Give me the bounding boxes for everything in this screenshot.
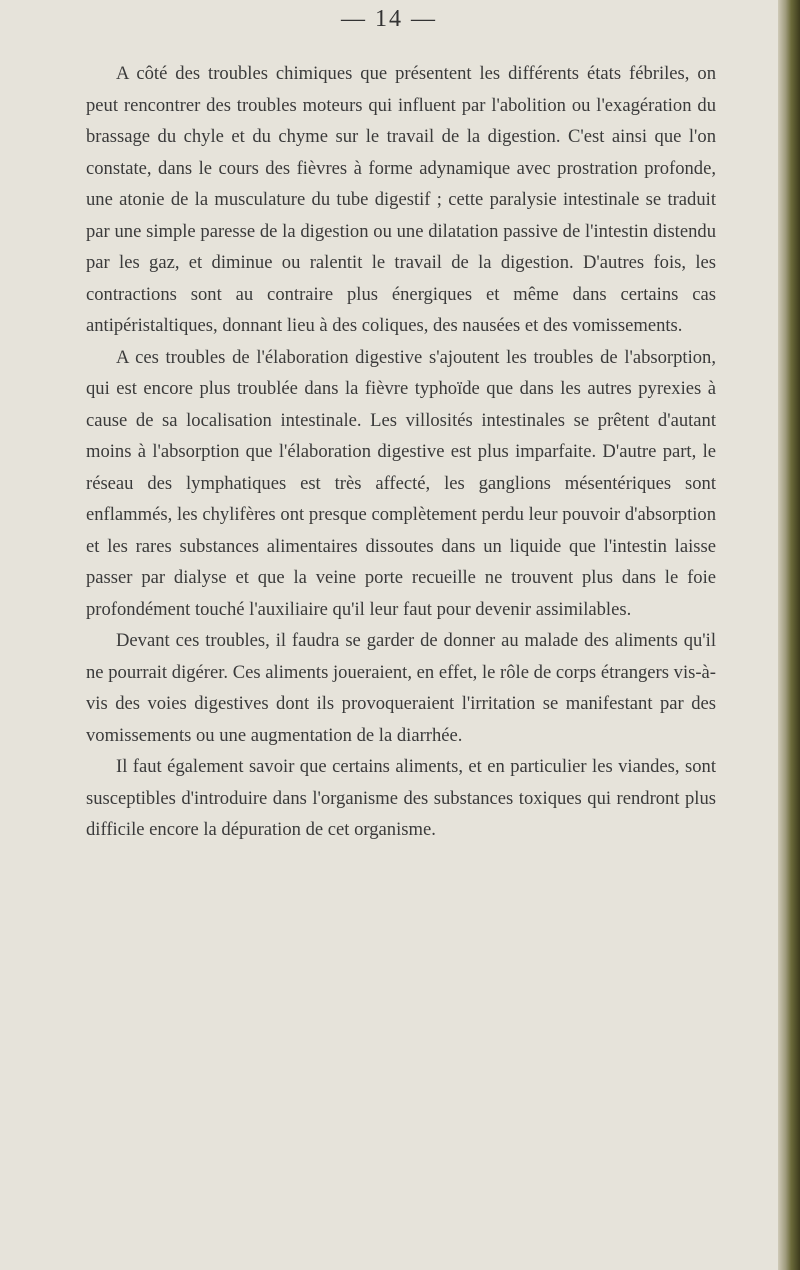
book-binding-edge <box>778 0 800 1270</box>
paragraph-1: A côté des troubles chimiques que présentent les différents états fébriles, on peut rencontrer des troubles moteurs qui influent par l'abolition ou l'exagération du brassage du chyle et du chyme sur le travail de la digestion. C'est ainsi que l'on constate, dans le cours des fièvres à forme adynamique avec prostration profonde, une atonie de la musculature du tube digestif ; cette paralysie intestinale se traduit par une simple paresse de la digestion ou une dilatation passive de l'intestin distendu par les gaz, et diminue ou ralentit le travail de la digestion. D'autres fois, les contractions sont au contraire plus énergiques et même dans certains cas antipéristaltiques, donnant lieu à des coliques, des nausées et des vomissements. <box>86 63 716 336</box>
paragraph-2: A ces troubles de l'élaboration digestive s'ajoutent les troubles de l'absorption, qui est encore plus troublée dans la fièvre typhoïde que dans les autres pyrexies à cause de sa localisation intestinale. Les villosités intestinales se prêtent d'autant moins à l'absorption que l'élaboration digestive est plus imparfaite. D'autre part, le réseau des lymphatiques est très affecté, les ganglions mésentériques sont enflammés, les chylifères ont presque complètement perdu leur pouvoir d'absorption et les rares substances alimentaires dissoutes dans un liquide que l'intestin laisse passer par dialyse et que la veine porte recueille ne trouvent plus dans le foie profondément touché l'auxiliaire qu'il leur faut pour devenir assimilables. <box>86 346 716 620</box>
page-number: — 14 — <box>341 6 437 32</box>
body-text <box>86 58 716 846</box>
paragraph-4: Il faut également savoir que certains aliments, et en particulier les viandes, sont susceptibles d'introduire dans l'organisme des substances toxiques qui rendront plus difficile encore la dépuration de cet organisme. <box>86 756 716 840</box>
paragraph-3: Devant ces troubles, il faudra se garder de donner au malade des aliments qu'il ne pourrait digérer. Ces aliments joueraient, en effet, le rôle de corps étrangers vis-à-vis des voies digestives dont ils provoqueraient l'irritation se manifestant par des vomissements ou une augmentation de la diarrhée. <box>86 630 716 746</box>
